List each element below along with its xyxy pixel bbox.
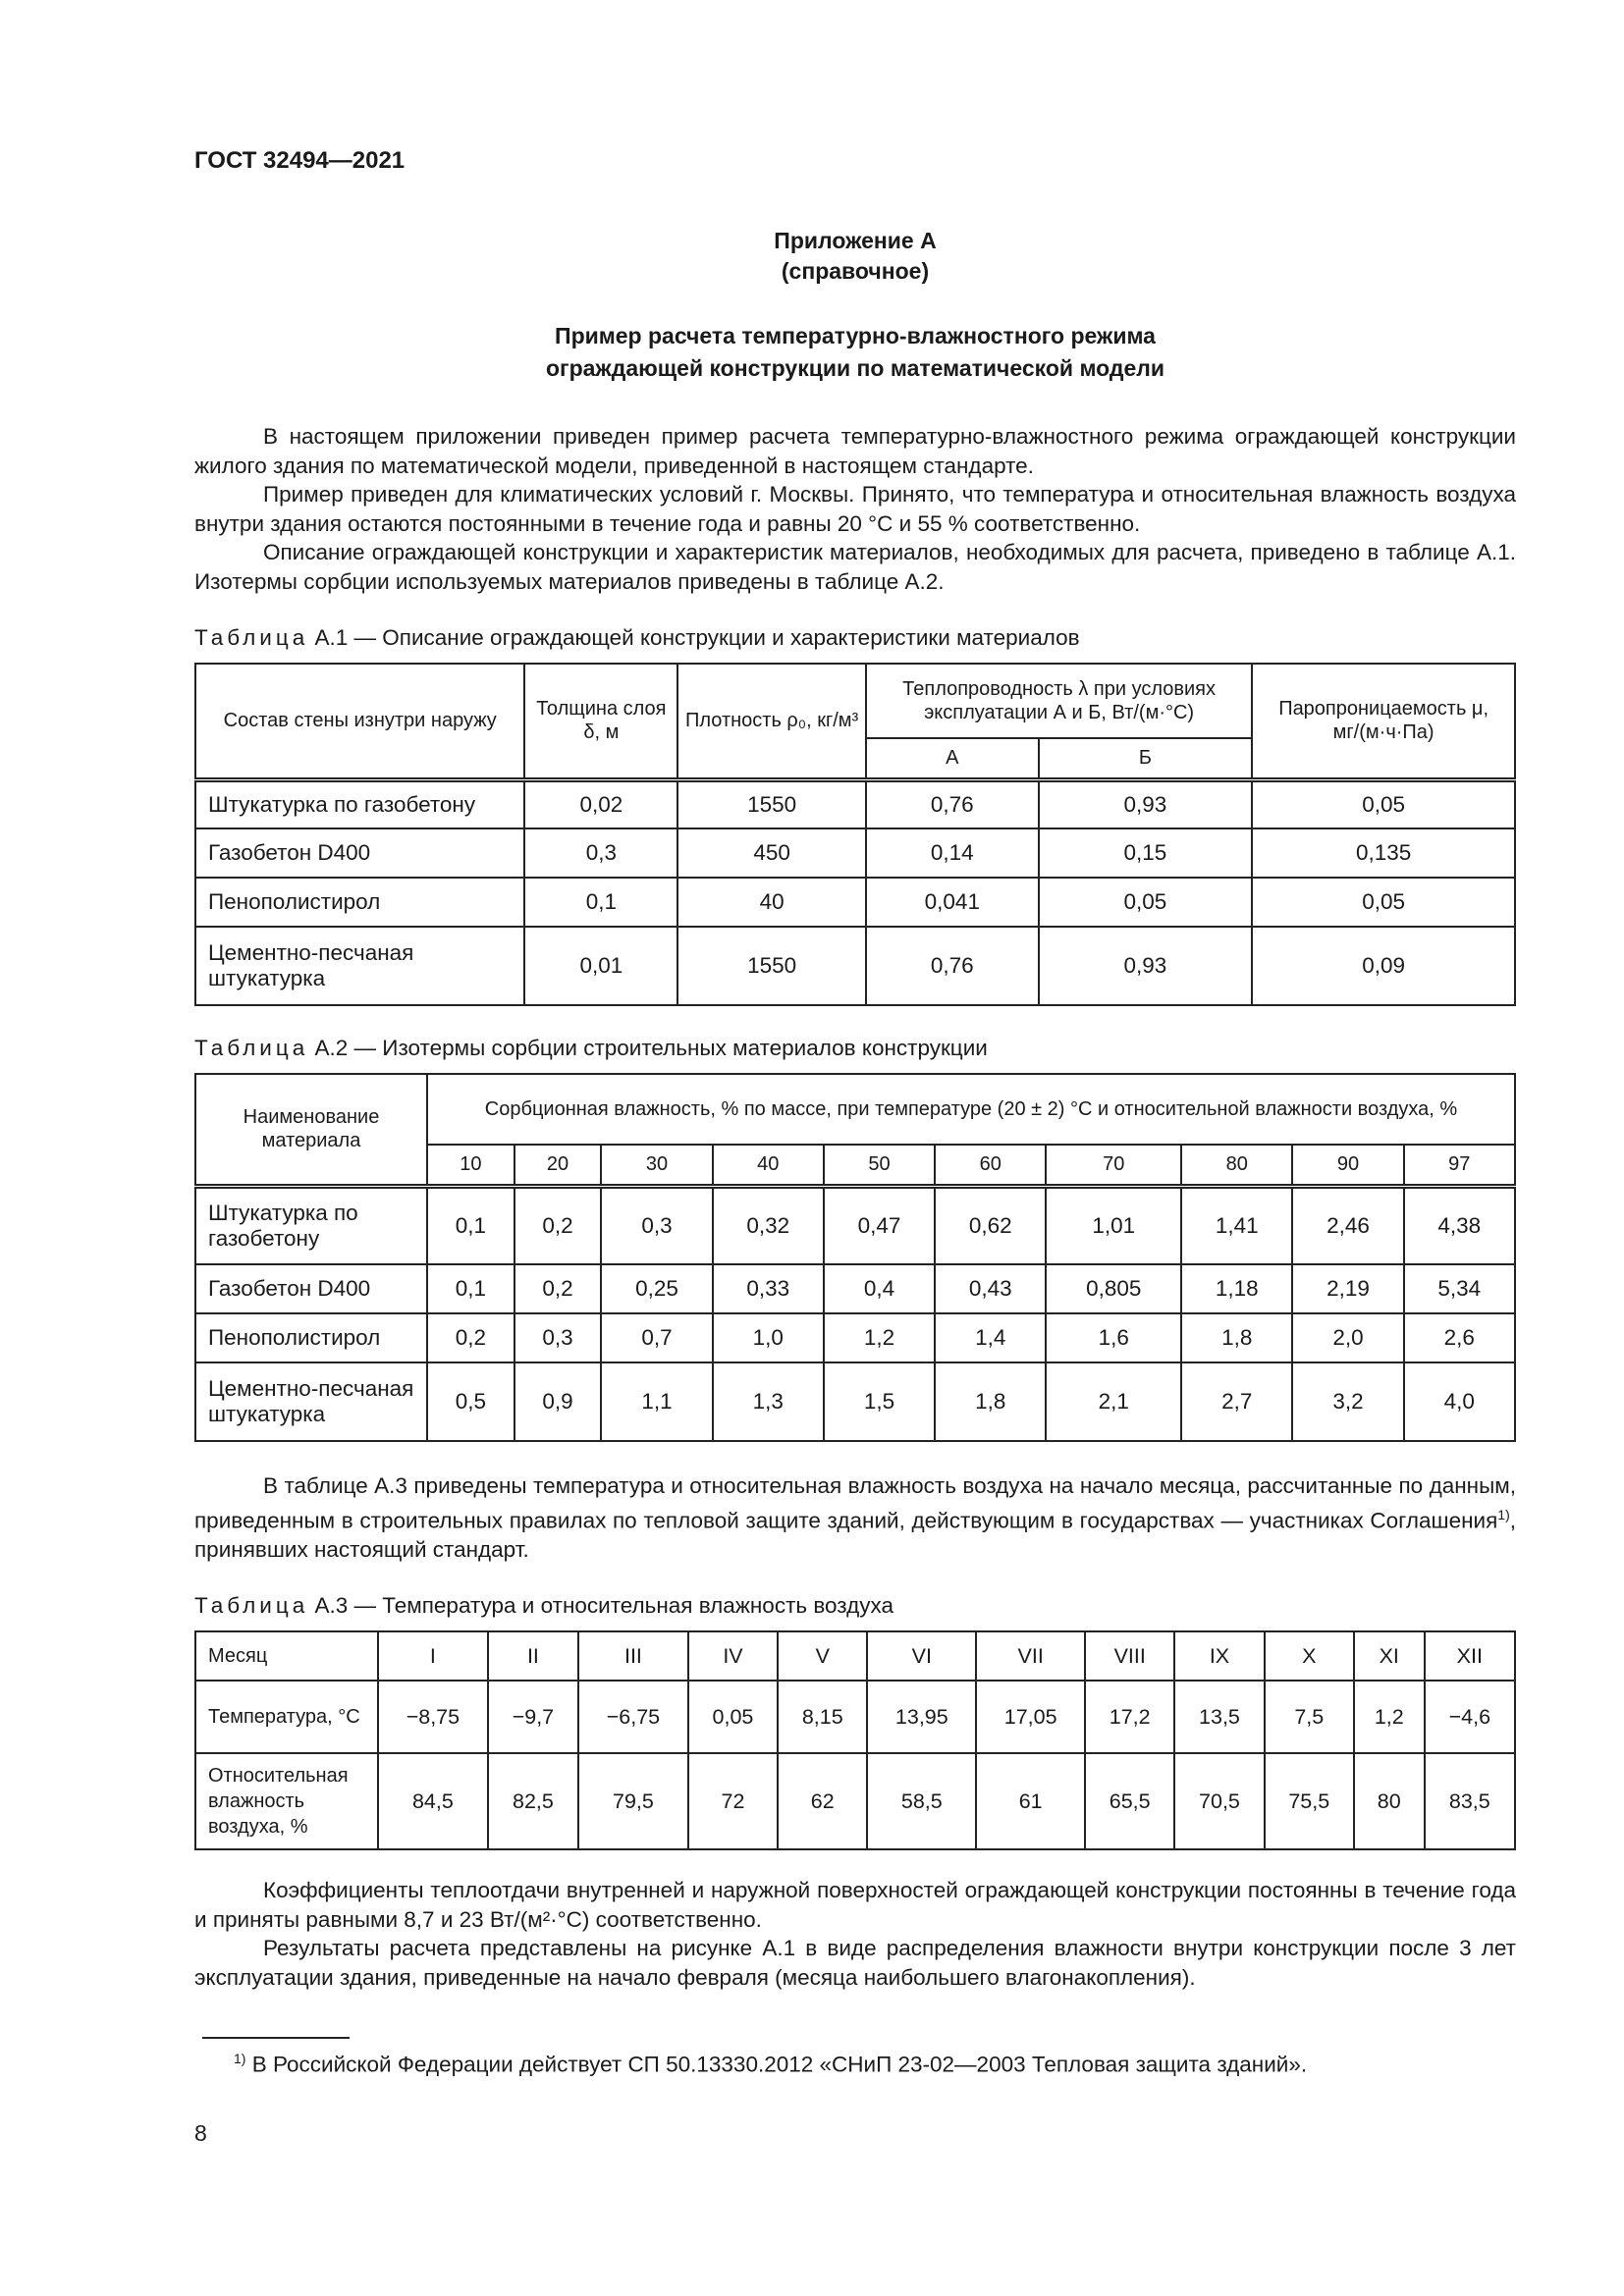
month-cell: IV — [688, 1631, 778, 1681]
header-material: Наименование материала — [195, 1074, 427, 1186]
humidity-header: 40 — [713, 1145, 824, 1186]
sorption-value: 4,38 — [1404, 1186, 1515, 1264]
temperature-cell: 13,5 — [1174, 1681, 1264, 1753]
middle-text: В таблице А.3 приведены температура и относительная влажность воздуха на начало месяца, рассчитанные по данным, приведенным в строительных правилах по тепловой защите зданий, действующим в государствах — участниках Соглашения — [194, 1473, 1516, 1532]
intro-paragraph: В настоящем приложении приведен пример расчета температурно-влажностного режима ограждающей конструкции жилого здания по математической модели, приведенной в настоящем стандарте. — [194, 424, 1516, 478]
sorption-value: 1,41 — [1181, 1186, 1292, 1264]
sorption-value: 0,62 — [935, 1186, 1046, 1264]
middle-paragraph — [194, 1471, 1516, 1564]
sorption-value: 0,2 — [514, 1186, 602, 1264]
humidity-cell: 62 — [778, 1753, 867, 1849]
humidity-cell: 83,5 — [1425, 1753, 1515, 1849]
temperature-cell: 17,2 — [1085, 1681, 1174, 1753]
material-name: Штукатурка по газобетону — [195, 779, 524, 828]
sorption-value: 0,32 — [713, 1186, 824, 1264]
table-caption-word: Таблица — [194, 1036, 309, 1060]
cond-a-cell: 0,041 — [866, 878, 1039, 927]
appendix-subtitle: (справочное) — [781, 258, 930, 284]
sorption-value: 0,5 — [427, 1362, 514, 1441]
humidity-cell: 82,5 — [488, 1753, 578, 1849]
humidity-header: 90 — [1292, 1145, 1403, 1186]
table-caption-text: А.2 — Изотермы сорбции строительных материалов конструкции — [314, 1036, 988, 1060]
sorption-value: 1,18 — [1181, 1264, 1292, 1313]
material-name: Газобетон D400 — [195, 828, 524, 878]
document-code: ГОСТ 32494—2021 — [194, 147, 406, 174]
table-row — [195, 1186, 1515, 1264]
section-title — [194, 320, 1516, 385]
thickness-cell: 0,01 — [524, 927, 677, 1005]
month-cell: II — [488, 1631, 578, 1681]
cond-b-cell: 0,93 — [1039, 927, 1253, 1005]
month-row — [195, 1631, 1515, 1681]
sorption-value: 0,2 — [514, 1264, 602, 1313]
temperature-cell: −8,75 — [378, 1681, 488, 1753]
temperature-label: Температура, °С — [195, 1681, 378, 1753]
sorption-value: 1,1 — [601, 1362, 712, 1441]
humidity-header: 30 — [601, 1145, 712, 1186]
table-a1 — [194, 663, 1516, 1006]
sorption-value: 0,805 — [1046, 1264, 1181, 1313]
humidity-cell: 65,5 — [1085, 1753, 1174, 1849]
temperature-cell: 0,05 — [688, 1681, 778, 1753]
header-cond-a: А — [866, 738, 1039, 779]
humidity-cell: 72 — [688, 1753, 778, 1849]
table-a1-caption — [194, 625, 1516, 651]
temperature-cell: −4,6 — [1425, 1681, 1515, 1753]
middle-text-end: , принявших настоящий стандарт. — [194, 1508, 1516, 1562]
month-cell: XI — [1354, 1631, 1425, 1681]
sorption-value: 0,7 — [601, 1313, 712, 1362]
temperature-cell: 7,5 — [1265, 1681, 1354, 1753]
sorption-value: 0,47 — [824, 1186, 935, 1264]
temperature-cell: 17,05 — [976, 1681, 1085, 1753]
sorption-value: 1,8 — [1181, 1313, 1292, 1362]
sorption-value: 1,2 — [824, 1313, 935, 1362]
sorption-value: 1,3 — [713, 1362, 824, 1441]
sorption-value: 1,8 — [935, 1362, 1046, 1441]
density-cell: 1550 — [677, 779, 866, 828]
temperature-cell: −6,75 — [578, 1681, 688, 1753]
month-cell: I — [378, 1631, 488, 1681]
footnote — [194, 2037, 1516, 2078]
cond-a-cell: 0,14 — [866, 828, 1039, 878]
month-cell: III — [578, 1631, 688, 1681]
temperature-cell: −9,7 — [488, 1681, 578, 1753]
material-name: Цементно-песчаная штукатурка — [195, 927, 524, 1005]
humidity-header: 20 — [514, 1145, 602, 1186]
month-cell: XII — [1425, 1631, 1515, 1681]
sorption-value: 0,25 — [601, 1264, 712, 1313]
sorption-value: 1,0 — [713, 1313, 824, 1362]
humidity-cell: 79,5 — [578, 1753, 688, 1849]
sorption-value: 0,33 — [713, 1264, 824, 1313]
header-thickness: Толщина слоя δ, м — [524, 664, 677, 779]
appendix-heading — [194, 226, 1516, 287]
sorption-value: 1,6 — [1046, 1313, 1181, 1362]
sorption-value: 4,0 — [1404, 1362, 1515, 1441]
table-a2 — [194, 1073, 1516, 1442]
material-name: Штукатурка по газобетону — [195, 1186, 427, 1264]
cond-b-cell: 0,93 — [1039, 779, 1253, 828]
header-conductivity: Теплопроводность λ при условиях эксплуатации А и Б, Вт/(м·°С) — [866, 664, 1252, 738]
humidity-cell: 80 — [1354, 1753, 1425, 1849]
permeability-cell: 0,09 — [1252, 927, 1515, 1005]
intro-paragraph: Пример приведен для климатических условий г. Москвы. Принято, что температура и относительная влажность воздуха внутри здания остаются постоянными в течение года и равны 20 °С и 55 % соответственно. — [194, 482, 1516, 536]
sorption-value: 2,0 — [1292, 1313, 1403, 1362]
table-caption-word: Таблица — [194, 625, 309, 650]
temperature-cell: 13,95 — [867, 1681, 976, 1753]
humidity-header: 97 — [1404, 1145, 1515, 1186]
month-label: Месяц — [195, 1631, 378, 1681]
sorption-value: 0,3 — [514, 1313, 602, 1362]
middle-paragraph-wrap — [194, 1471, 1516, 1564]
sorption-value: 1,5 — [824, 1362, 935, 1441]
footnote-ref: 1) — [1497, 1506, 1510, 1522]
thickness-cell: 0,1 — [524, 878, 677, 927]
footnote-text: В Российской Федерации действует СП 50.13330.2012 «СНиП 23-02—2003 Тепловая защита зданий». — [251, 2052, 1308, 2077]
humidity-cell: 58,5 — [867, 1753, 976, 1849]
header-composition: Состав стены изнутри наружу — [195, 664, 524, 779]
sorption-value: 1,4 — [935, 1313, 1046, 1362]
humidity-header: 80 — [1181, 1145, 1292, 1186]
table-a3 — [194, 1630, 1516, 1850]
month-cell: X — [1265, 1631, 1354, 1681]
density-cell: 1550 — [677, 927, 866, 1005]
cond-a-cell: 0,76 — [866, 779, 1039, 828]
table-row — [195, 1313, 1515, 1362]
temperature-row — [195, 1681, 1515, 1753]
page-number: 8 — [194, 2120, 207, 2146]
table-caption-text: А.3 — Температура и относительная влажность воздуха — [314, 1593, 894, 1618]
humidity-cell: 70,5 — [1174, 1753, 1264, 1849]
header-density: Плотность ρ₀, кг/м³ — [677, 664, 866, 779]
sorption-value: 3,2 — [1292, 1362, 1403, 1441]
intro-paragraphs — [194, 422, 1516, 596]
closing-paragraph: Коэффициенты теплоотдачи внутренней и наружной поверхностей ограждающей конструкции постоянны в течение года и приняты равными 8,7 и 23 Вт/(м²·°С) соответственно. — [194, 1878, 1516, 1932]
humidity-row — [195, 1753, 1515, 1849]
cond-b-cell: 0,05 — [1039, 878, 1253, 927]
table-row — [195, 1264, 1515, 1313]
sorption-value: 1,01 — [1046, 1186, 1181, 1264]
humidity-header: 50 — [824, 1145, 935, 1186]
sorption-value: 0,43 — [935, 1264, 1046, 1313]
permeability-cell: 0,05 — [1252, 779, 1515, 828]
humidity-cell: 61 — [976, 1753, 1085, 1849]
density-cell: 450 — [677, 828, 866, 878]
intro-paragraph: Описание ограждающей конструкции и характеристик материалов, необходимых для расчета, приведено в таблице А.1. Изотермы сорбции используемых материалов приведены в таблице А.2. — [194, 540, 1516, 594]
material-name: Газобетон D400 — [195, 1264, 427, 1313]
density-cell: 40 — [677, 878, 866, 927]
temperature-cell: 1,2 — [1354, 1681, 1425, 1753]
sorption-value: 2,46 — [1292, 1186, 1403, 1264]
humidity-cell: 75,5 — [1265, 1753, 1354, 1849]
footnote-divider — [202, 2037, 350, 2039]
sorption-value: 2,6 — [1404, 1313, 1515, 1362]
sorption-value: 5,34 — [1404, 1264, 1515, 1313]
humidity-header: 10 — [427, 1145, 514, 1186]
footnote-mark: 1) — [234, 2051, 246, 2066]
table-row — [195, 1362, 1515, 1441]
header-cond-b: Б — [1039, 738, 1253, 779]
month-cell: VIII — [1085, 1631, 1174, 1681]
month-cell: VII — [976, 1631, 1085, 1681]
month-cell: V — [778, 1631, 867, 1681]
material-name: Пенополистирол — [195, 1313, 427, 1362]
temperature-cell: 8,15 — [778, 1681, 867, 1753]
sorption-value: 0,3 — [601, 1186, 712, 1264]
table-row — [195, 878, 1515, 927]
sorption-value: 0,9 — [514, 1362, 602, 1441]
table-row — [195, 927, 1515, 1005]
header-permeability: Паропроницаемость μ, мг/(м·ч·Па) — [1252, 664, 1515, 779]
sorption-value: 0,1 — [427, 1264, 514, 1313]
sorption-value: 0,1 — [427, 1186, 514, 1264]
material-name: Цементно-песчаная штукатурка — [195, 1362, 427, 1441]
cond-a-cell: 0,76 — [866, 927, 1039, 1005]
table-row — [195, 828, 1515, 878]
sorption-value: 2,1 — [1046, 1362, 1181, 1441]
sorption-value: 0,4 — [824, 1264, 935, 1313]
sorption-value: 2,19 — [1292, 1264, 1403, 1313]
humidity-label: Относительная влажность воздуха, % — [195, 1753, 378, 1849]
permeability-cell: 0,05 — [1252, 878, 1515, 927]
document-page — [194, 147, 1516, 1992]
thickness-cell: 0,3 — [524, 828, 677, 878]
appendix-title: Приложение А — [774, 228, 937, 253]
table-a3-caption — [194, 1593, 1516, 1619]
table-row — [195, 779, 1515, 828]
permeability-cell: 0,135 — [1252, 828, 1515, 878]
month-cell: VI — [867, 1631, 976, 1681]
table-caption-text: А.1 — Описание ограждающей конструкции и характеристики материалов — [314, 625, 1080, 650]
table-a2-caption — [194, 1036, 1516, 1061]
table-caption-word: Таблица — [194, 1593, 309, 1618]
cond-b-cell: 0,15 — [1039, 828, 1253, 878]
closing-paragraphs — [194, 1876, 1516, 1992]
month-cell: IX — [1174, 1631, 1264, 1681]
sorption-value: 0,2 — [427, 1313, 514, 1362]
humidity-header: 60 — [935, 1145, 1046, 1186]
humidity-header: 70 — [1046, 1145, 1181, 1186]
material-name: Пенополистирол — [195, 878, 524, 927]
closing-paragraph: Результаты расчета представлены на рисунке А.1 в виде распределения влажности внутри конструкции после 3 лет эксплуатации здания, приведенные на начало февраля (месяца наибольшего влагонакопления). — [194, 1936, 1516, 1990]
section-title-line-1: Пример расчета температурно-влажностного режима — [555, 323, 1156, 348]
humidity-cell: 84,5 — [378, 1753, 488, 1849]
sorption-value: 2,7 — [1181, 1362, 1292, 1441]
thickness-cell: 0,02 — [524, 779, 677, 828]
header-sorption: Сорбционная влажность, % по массе, при температуре (20 ± 2) °С и относительной влажности воздуха, % — [427, 1074, 1515, 1145]
section-title-line-2: ограждающей конструкции по математической модели — [545, 355, 1165, 381]
